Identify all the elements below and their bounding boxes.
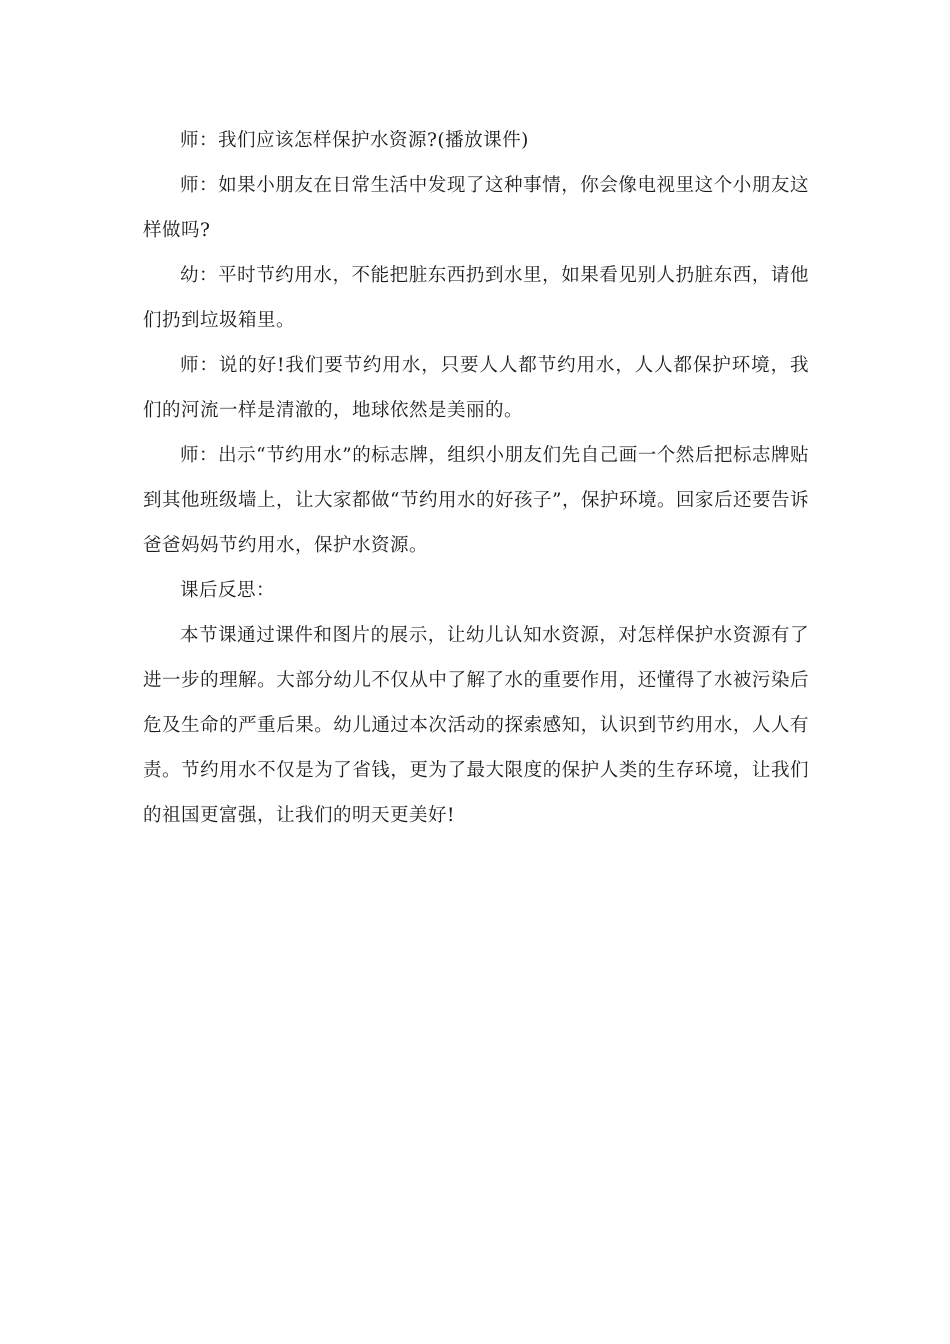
paragraph-teacher-question: 师：我们应该怎样保护水资源?(播放课件) xyxy=(180,130,529,151)
section-heading-reflection: 课后反思： xyxy=(180,580,276,601)
paragraph-reflection-body: 本节课通过课件和图片的展示，让幼儿认知水资源，对怎样保护水资源有了进一步的理解。大部分幼儿不仅从中了解了水的重要作用，还懂得了水被污染后危及生命的严重后果。幼儿通过本次活动的探索感知，认识到节约用水，人人有责。节约用水不仅是为了省钱，更为了最大限度的保护人类的生存环境，让我们的祖国更富强，让我们的明天更美好! xyxy=(143,625,809,826)
paragraph-child-answer: 幼：平时节约用水，不能把脏东西扔到水里，如果看见别人扔脏东西，请他们扔到垃圾箱里。 xyxy=(143,265,809,331)
paragraph-teacher-praise: 师：说的好!我们要节约用水，只要人人都节约用水，人人都保护环境，我们的河流一样是清澈的，地球依然是美丽的。 xyxy=(143,355,809,421)
document-body xyxy=(143,118,809,838)
paragraph-teacher-prompt: 师：如果小朋友在日常生活中发现了这种事情，你会像电视里这个小朋友这样做吗? xyxy=(143,175,809,241)
paragraph-teacher-activity: 师：出示“节约用水”的标志牌，组织小朋友们先自己画一个然后把标志牌贴到其他班级墙上，让大家都做“节约用水的好孩子”，保护环境。回家后还要告诉爸爸妈妈节约用水，保护水资源。 xyxy=(143,445,809,556)
